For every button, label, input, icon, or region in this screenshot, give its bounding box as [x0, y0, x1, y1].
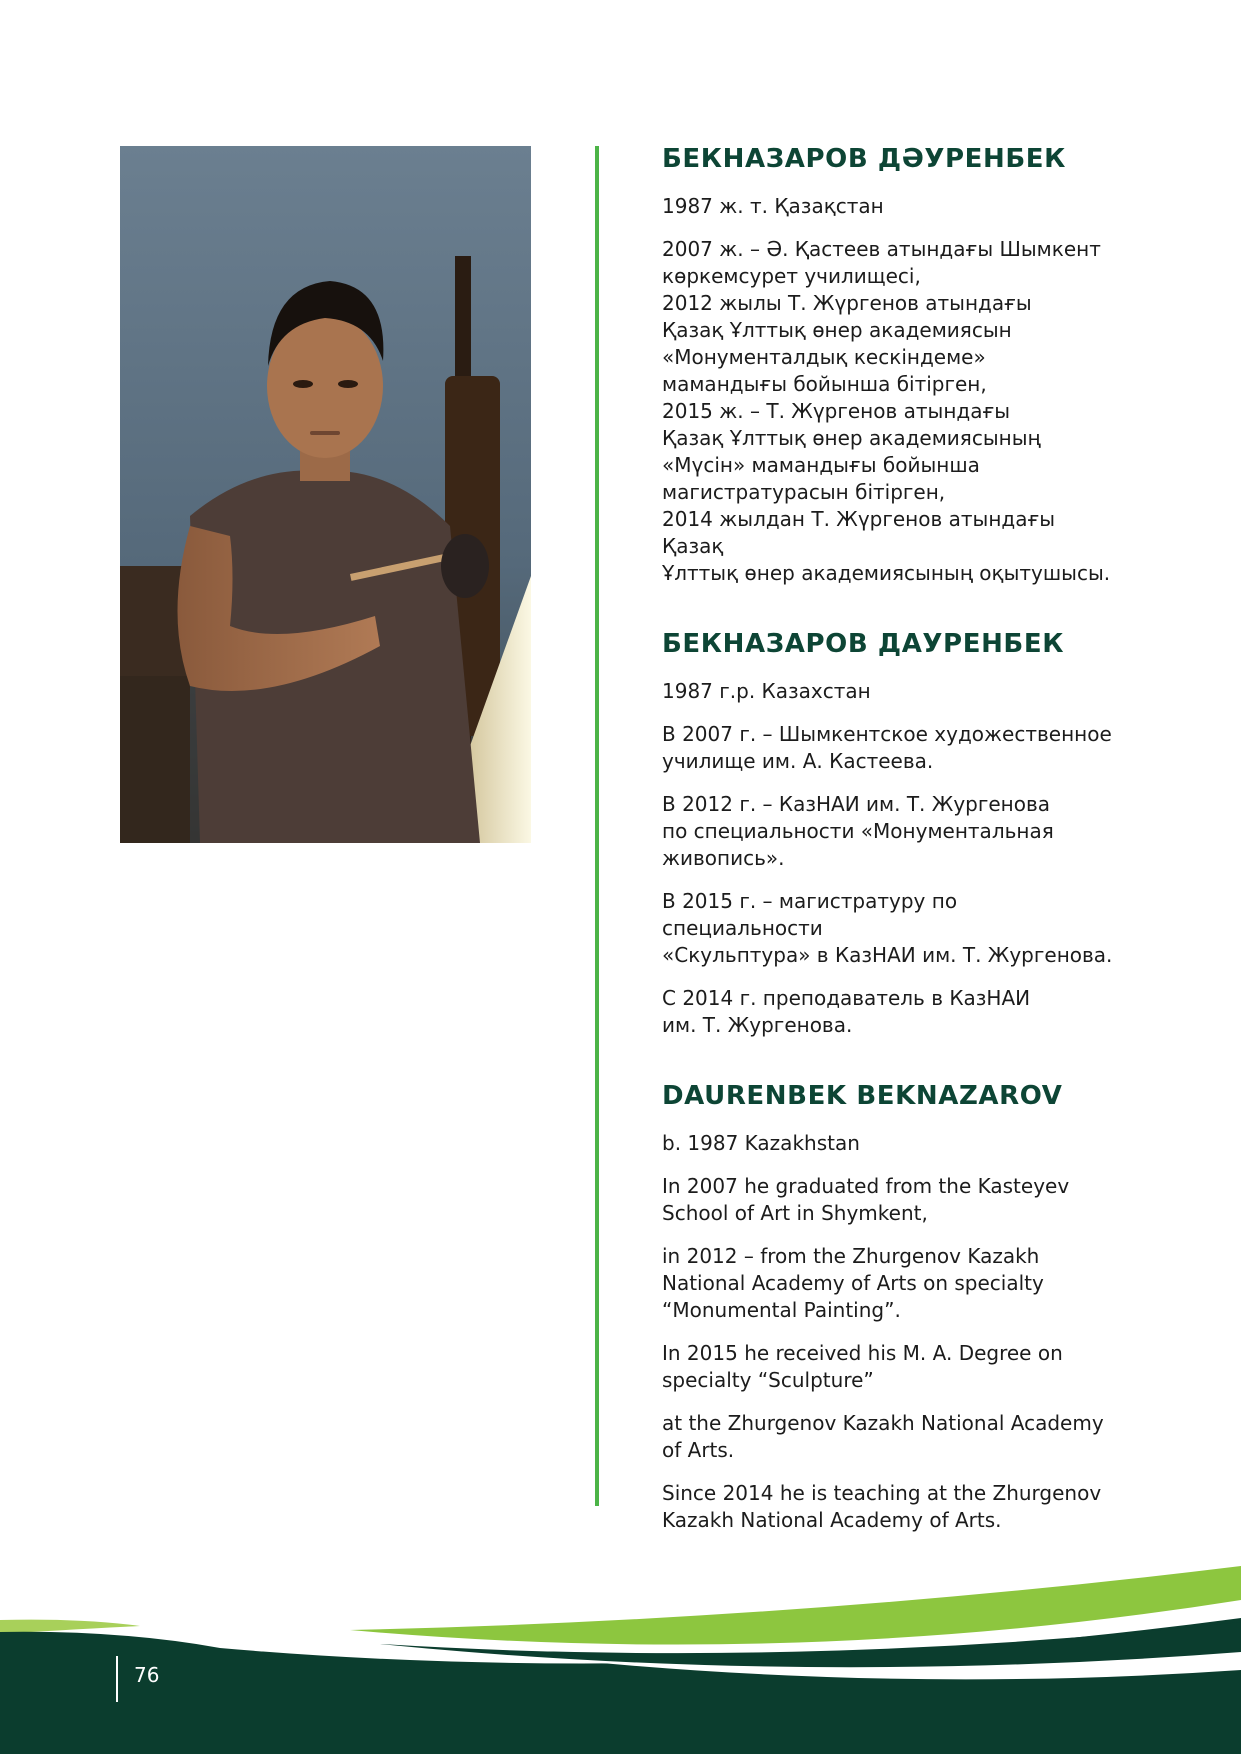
- vertical-divider: [595, 146, 599, 1506]
- bio-paragraph: Since 2014 he is teaching at the Zhurgenov Kazakh National Academy of Arts.: [662, 1481, 1102, 1532]
- bio-paragraph: in 2012 – from the Zhurgenov Kazakh National Academy of Arts on specialty “Monumental Painting”.: [662, 1244, 1044, 1322]
- page-number-bar: [116, 1656, 118, 1702]
- bio-paragraph: 1987 г.р. Казахстан: [662, 679, 871, 703]
- bio-paragraph: В 2015 г. – магистратуру по специальности «Скульптура» в КазНАИ им. Т. Жургенова.: [662, 889, 1113, 967]
- bio-paragraph: b. 1987 Kazakhstan: [662, 1131, 860, 1155]
- footer-wave-graphic: [0, 1560, 1241, 1754]
- bio-section-english: [662, 1079, 1122, 1534]
- bio-paragraph: 2007 ж. – Ә. Қастеев атындағы Шымкент көркемсурет училищесі, 2012 жылы Т. Жүргенов атындағы Қазақ Ұлттық өнер академиясын «Монументалдық кескіндеме» мамандығы бойынша бітірген, 2015 ж. – Т. Жүргенов атындағы Қазақ Ұлттық өнер академиясының «Мүсін» мамандығы бойынша магистратурасын бітірген, 2014 жылдан Т. Жүргенов атындағы Қазақ Ұлттық өнер академиясының оқытушысы.: [662, 237, 1111, 585]
- bio-section-kazakh: [662, 142, 1122, 587]
- section-heading: DAURENBEK BEKNAZAROV: [662, 1081, 1063, 1111]
- bio-paragraph: In 2007 he graduated from the Kasteyev School of Art in Shymkent,: [662, 1174, 1070, 1225]
- page-number: 76: [134, 1663, 160, 1687]
- bio-section-russian: [662, 627, 1122, 1039]
- footer-wave: [0, 1560, 1241, 1754]
- bio-paragraph: 1987 ж. т. Қазақстан: [662, 194, 884, 218]
- section-heading: БЕКНАЗАРОВ ДАУРЕНБЕК: [662, 629, 1065, 659]
- section-heading: БЕКНАЗАРОВ ДӘУРЕНБЕК: [662, 144, 1067, 174]
- bio-paragraph: В 2012 г. – КазНАИ им. Т. Жургенова по специальности «Монументальная живопись».: [662, 792, 1054, 870]
- bio-paragraph: In 2015 he received his M. A. Degree on specialty “Sculpture”: [662, 1341, 1063, 1392]
- bio-paragraph: at the Zhurgenov Kazakh National Academy of Arts.: [662, 1411, 1104, 1462]
- bio-paragraph: В 2007 г. – Шымкентское художественное училище им. А. Кастеева.: [662, 722, 1112, 773]
- artist-portrait-image: [120, 146, 531, 843]
- artist-photo: [120, 146, 531, 843]
- bio-paragraph: С 2014 г. преподаватель в КазНАИ им. Т. Жургенова.: [662, 986, 1031, 1037]
- biography-column: [662, 142, 1122, 1574]
